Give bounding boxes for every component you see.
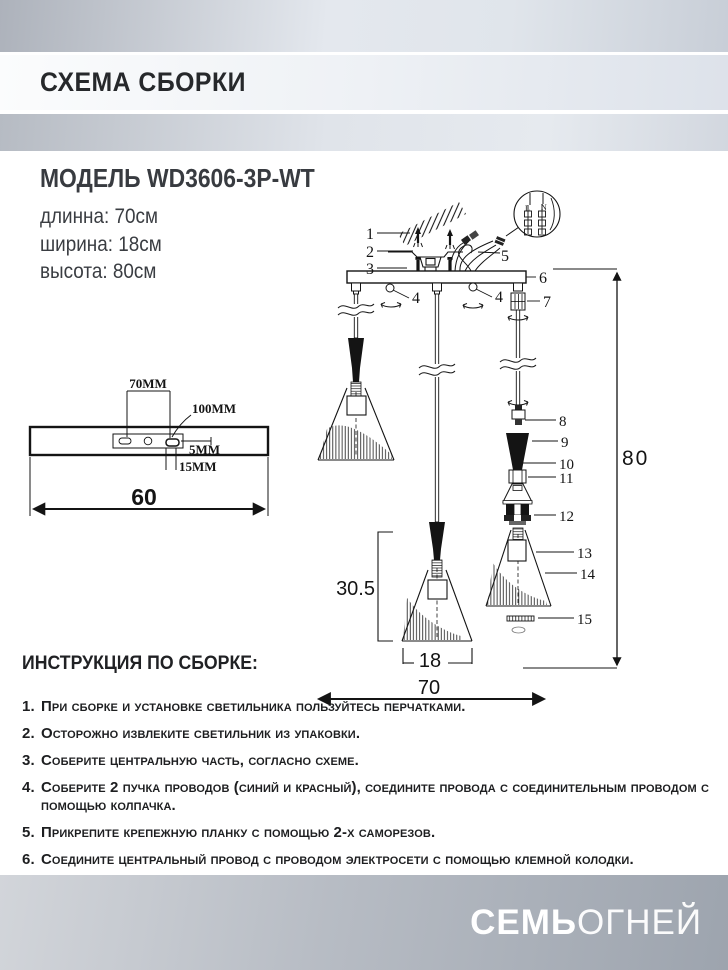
terminal-label-neutral: N [541,203,547,212]
callout-4a: 4 [412,290,420,307]
terminal-detail [506,191,560,237]
dim-5mm-label: 5MM [189,442,221,457]
suspension-rods [354,294,519,522]
callout-7: 7 [543,294,551,311]
callout-5: 5 [501,248,509,265]
model-height: высота: 80см [40,260,157,283]
dim-60-label: 60 [131,484,157,510]
instruction-number: 1. [22,698,35,715]
instruction-item [22,752,722,770]
instruction-number: 2. [22,725,35,742]
callout-11: 11 [559,471,574,487]
dim-70-label: 70 [417,677,441,699]
bar-holes [386,283,477,292]
dim-100mm-label: 100MM [192,401,237,416]
terminal-label-live: L [525,204,530,213]
instructions-title: ИНСТРУКЦИЯ ПО СБОРКЕ: [22,653,258,674]
callout-1: 1 [366,226,374,243]
instruction-item [22,779,722,815]
callout-15: 15 [577,612,592,628]
instruction-text: Соберите 2 пучка проводов (синий и красный), соедините провода с соединительным проводом с помощью колпачка. [41,779,710,814]
callout-9: 9 [561,435,569,451]
instruction-number: 4. [22,779,35,796]
rod-break [337,304,375,317]
instruction-number: 5. [22,824,35,841]
rod-break [499,358,537,371]
dim-18-label: 18 [418,650,442,672]
model-name: МОДЕЛЬ WD3606-3P-WT [40,163,315,193]
assembly-diagram [0,150,728,730]
dim-305 [378,532,393,641]
callout-6: 6 [539,270,547,287]
instructions-section [22,653,722,878]
callout-13: 13 [577,546,592,562]
model-width: ширина: 18см [40,232,162,256]
wire-bundle [451,241,500,271]
model-length: длинна: 70см [40,205,158,228]
page-title: СХЕМА СБОРКИ [40,67,246,97]
callout-3: 3 [366,261,374,278]
rotate-arrow [463,304,483,309]
callout-12: 12 [559,509,574,525]
wire-connectors [461,230,505,246]
header-band-bottom [0,114,728,151]
instruction-text: Прикрепите крепежную планку с помощью 2-х саморезов. [41,824,436,841]
dim-70mm-label: 70MM [129,376,167,391]
instruction-text: Соберите центральную часть, согласно схеме. [41,752,359,769]
dim-305-label: 30.5 [336,578,375,600]
instruction-number: 6. [22,851,35,868]
instruction-text: Осторожно извлеките светильник из упаковки. [41,725,361,742]
callout-2: 2 [366,244,374,261]
dim-80-label: 80 [622,447,650,470]
brand-light: ОГНЕЙ [577,902,702,942]
instruction-item [22,698,722,716]
brand-bold: СЕМЬ [470,902,578,942]
canopy-drawing [30,376,268,516]
instruction-text: При сборке и установке светильника пользуйтесь перчатками. [41,698,466,715]
callout-14: 14 [580,567,595,583]
pendant-right-exploded [486,405,551,633]
rod-break [418,364,456,377]
instruction-item [22,851,722,869]
instruction-item [22,725,722,743]
dim-15mm-label: 15MM [179,459,217,474]
instruction-item [22,824,722,842]
footer-band [0,875,728,970]
rotate-arrow [381,303,401,308]
header-band-top [0,0,728,52]
callout-8: 8 [559,414,567,430]
instruction-number: 3. [22,752,35,769]
brand-logo [470,903,702,943]
callout-4b: 4 [495,289,503,306]
header-title-band [0,55,728,110]
pendant-center [402,522,472,641]
callout-leaders [377,233,577,618]
ceiling-hatch [398,202,466,246]
callout-10: 10 [559,457,574,473]
coupler-part7 [511,293,525,310]
pendant-left [318,338,394,460]
instruction-text: Соедините центральный провод с проводом электросети с помощью клемной колодки. [41,851,634,868]
